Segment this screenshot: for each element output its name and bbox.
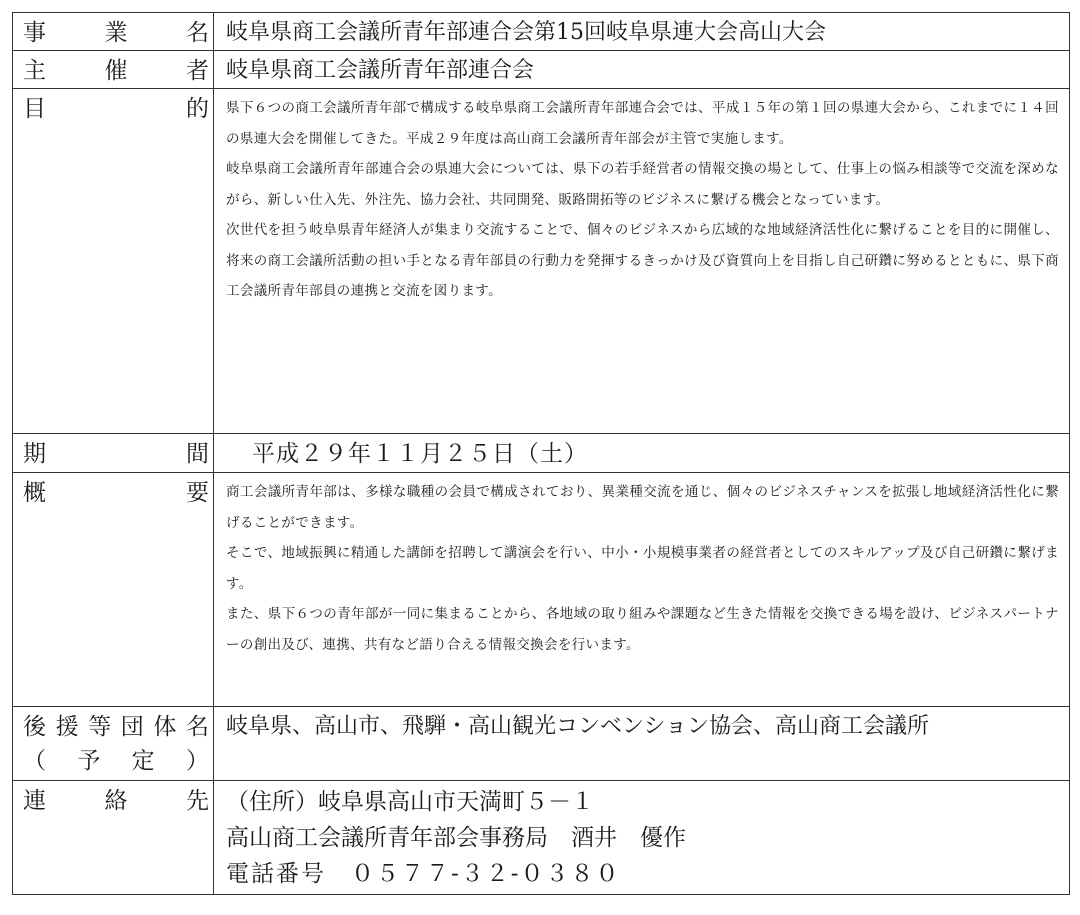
period-label: 期 間 — [23, 441, 209, 467]
label-cell-contact — [13, 781, 214, 895]
label-cell-summary — [13, 473, 214, 707]
summary-paragraph: そこで、地域振興に精通した講師を招聘して講演会を行い、中小・小規模事業者の経営者としてのスキルアップ及び自己研鑽に繋げます。 — [226, 545, 1059, 592]
purpose-paragraph: 県下６つの商工会議所青年部で構成する岐阜県商工会議所青年部連合会では、平成１５年の第１回の県連大会から、これまでに１４回の県連大会を開催してきた。平成２９年度は高山商工会議所青年部会が主管で実施します。 — [226, 100, 1059, 147]
label-cell-period — [13, 434, 214, 473]
contact-cell — [214, 781, 1070, 895]
row-period — [13, 434, 1070, 473]
row-contact — [13, 781, 1070, 895]
summary-body — [214, 473, 1070, 707]
label-cell-purpose — [13, 89, 214, 434]
contact-phone: 電話番号 ０５７７‐３２‐０３８０ — [226, 861, 621, 887]
label-cell-organizer — [13, 51, 214, 89]
purpose-label: 目 的 — [23, 96, 209, 122]
support-label-note: （予定） — [23, 748, 209, 774]
row-event-name — [13, 13, 1070, 51]
organizer-label: 主 催 者 — [23, 58, 209, 84]
support-value: 岐阜県、高山市、飛騨・高山観光コンベンション協会、高山商工会議所 — [214, 707, 1070, 781]
period-cell — [214, 434, 1070, 473]
organizer-value: 岐阜県商工会議所青年部連合会 — [214, 51, 1070, 89]
summary-label: 概 要 — [23, 480, 209, 506]
purpose-paragraph: 次世代を担う岐阜県青年経済人が集まり交流することで、個々のビジネスから広域的な地域経済活性化に繋げることを目的に開催し、将来の商工会議所活動の担い手となる青年部員の行動力を発揮するきっかけ及び資質向上を目指し自己研鑽に努めるとともに、県下商工会議所青年部員の連携と交流を図ります。 — [226, 222, 1059, 299]
purpose-paragraph: 岐阜県商工会議所青年部連合会の県連大会については、県下の若手経営者の情報交換の場として、仕事上の悩み相談等で交流を深めながら、新しい仕入先、外注先、協力会社、共同開発、販路開拓等のビジネスに繋げる機会となっています。 — [226, 161, 1059, 208]
summary-paragraph: また、県下６つの青年部が一同に集まることから、各地域の取り組みや課題など生きた情報を交換できる場を設け、ビジネスパートナーの創出及び、連携、共有など語り合える情報交換会を行います。 — [226, 606, 1059, 653]
summary-paragraph: 商工会議所青年部は、多様な職種の会員で構成されており、異業種交流を通じ、個々のビジネスチャンスを拡張し地域経済活性化に繋げることができます。 — [226, 484, 1059, 531]
contact-office: 高山商工会議所青年部会事務局 酒井 優作 — [226, 825, 686, 851]
row-organizer — [13, 51, 1070, 89]
event-name-label: 事 業 名 — [23, 20, 209, 46]
event-overview-table — [12, 12, 1070, 895]
row-purpose — [13, 89, 1070, 434]
label-cell-support — [13, 707, 214, 781]
contact-label: 連 絡 先 — [23, 788, 209, 814]
period-value: 平成２９年１１月２５日（土） — [252, 441, 588, 467]
event-name-value: 岐阜県商工会議所青年部連合会第15回岐阜県連大会高山大会 — [214, 13, 1070, 51]
purpose-body — [214, 89, 1070, 434]
row-support — [13, 707, 1070, 781]
contact-address: （住所）岐阜県高山市天満町５－１ — [226, 789, 594, 815]
support-label: 後援等団体名 — [23, 714, 209, 740]
label-cell-event-name — [13, 13, 214, 51]
row-summary — [13, 473, 1070, 707]
